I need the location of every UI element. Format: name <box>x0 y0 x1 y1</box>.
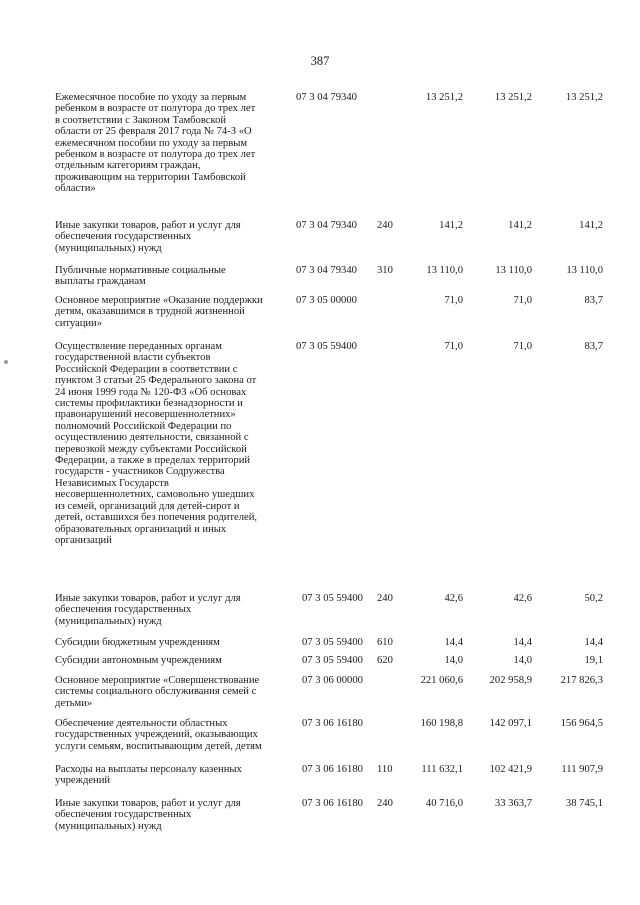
row-value-year-3: 83,7 <box>584 295 603 306</box>
row-value-year-1: 160 198,8 <box>420 718 463 729</box>
row-value-year-3: 13 110,0 <box>566 265 603 276</box>
row-expense-type: 240 <box>377 798 393 809</box>
row-value-year-3: 19,1 <box>584 655 603 666</box>
row-target-code: 07 3 06 16180 <box>302 764 363 775</box>
row-target-code: 07 3 05 59400 <box>296 341 357 352</box>
row-value-year-1: 14,4 <box>444 637 463 648</box>
row-value-year-2: 13 110,0 <box>495 265 532 276</box>
row-target-code: 07 3 04 79340 <box>296 220 357 231</box>
row-value-year-1: 221 060,6 <box>420 675 463 686</box>
row-target-code: 07 3 04 79340 <box>296 265 357 276</box>
row-description: Субсидии бюджетным учреждениям <box>55 637 220 648</box>
row-target-code: 07 3 06 00000 <box>302 675 363 686</box>
row-description: Субсидии автономным учреждениям <box>55 655 222 666</box>
row-description: Иные закупки товаров, работ и услуг для обеспечения государственных (муниципальных) нужд <box>55 798 241 832</box>
row-value-year-2: 33 363,7 <box>494 798 532 809</box>
row-value-year-2: 42,6 <box>513 593 532 604</box>
row-value-year-1: 71,0 <box>444 295 463 306</box>
row-description: Основное мероприятие «Оказание поддержки детям, оказавшимся в трудной жизненной ситуации» <box>55 295 263 329</box>
row-expense-type: 310 <box>377 265 393 276</box>
page-number: 387 <box>310 54 330 68</box>
row-expense-type: 240 <box>377 220 393 231</box>
row-description: Основное мероприятие «Совершенствование системы социального обслуживания семей с детьми» <box>55 675 260 709</box>
row-value-year-2: 71,0 <box>513 295 532 306</box>
row-value-year-3: 83,7 <box>584 341 603 352</box>
row-expense-type: 240 <box>377 593 393 604</box>
row-target-code: 07 3 05 59400 <box>302 655 363 666</box>
row-description: Обеспечение деятельности областных государственных учреждений, оказывающих услуги семьям, воспитывающим детей, детям <box>55 718 262 752</box>
row-value-year-1: 111 632,1 <box>421 764 463 775</box>
row-description: Расходы на выплаты персоналу казенных учреждений <box>55 764 242 787</box>
row-value-year-3: 38 745,1 <box>565 798 603 809</box>
row-description: Иные закупки товаров, работ и услуг для обеспечения государственных (муниципальных) нужд <box>55 220 241 254</box>
row-target-code: 07 3 06 16180 <box>302 798 363 809</box>
row-expense-type: 610 <box>377 637 393 648</box>
row-value-year-1: 14,0 <box>444 655 463 666</box>
row-description: Ежемесячное пособие по уходу за первым ребенком в возрасте от полутора до трех лет в соответствии с Законом Тамбовской области от 25 февраля 2017 года № 74-З «О ежемесячном пособии по уходу за первым ребенком в возрасте от полутора до трех лет отдельным категориям граждан, проживающим на территории Тамбовской области» <box>55 92 256 195</box>
row-expense-type: 620 <box>377 655 393 666</box>
row-value-year-1: 40 716,0 <box>425 798 463 809</box>
row-value-year-3: 141,2 <box>579 220 603 231</box>
row-value-year-2: 14,4 <box>513 637 532 648</box>
row-value-year-2: 142 097,1 <box>489 718 532 729</box>
row-value-year-3: 156 964,5 <box>560 718 603 729</box>
row-description: Осуществление переданных органам государственной власти субъектов Российской Федерации в соответствии с пунктом 3 статьи 25 Федерального закона от 24 июня 1999 года № 120-ФЗ «Об основах системы профилактики безнадзорности и правонарушений несовершеннолетних» полномочий Российской Федерации по осуществлению деятельности, связанной с перевозкой между субъектами Российской Федерации, а также в пределах территорий государств - участников Содружества Независимых Государств несовершеннолетних, самовольно ушедших из семей, организаций для детей-сирот и детей, оставшихся без попечения родителей, образовательных организаций и иных организаций <box>55 341 258 546</box>
row-target-code: 07 3 05 59400 <box>302 637 363 648</box>
row-value-year-3: 50,2 <box>584 593 603 604</box>
row-description: Публичные нормативные социальные выплаты гражданам <box>55 265 226 288</box>
row-value-year-1: 141,2 <box>439 220 463 231</box>
row-value-year-1: 13 110,0 <box>426 265 463 276</box>
row-value-year-3: 14,4 <box>584 637 603 648</box>
row-value-year-3: 217 826,3 <box>560 675 603 686</box>
row-value-year-2: 202 958,9 <box>489 675 532 686</box>
row-description: Иные закупки товаров, работ и услуг для обеспечения государственных (муниципальных) нужд <box>55 593 241 627</box>
row-value-year-2: 14,0 <box>513 655 532 666</box>
row-value-year-1: 13 251,2 <box>425 92 463 103</box>
row-value-year-2: 102 421,9 <box>489 764 532 775</box>
row-value-year-3: 111 907,9 <box>561 764 603 775</box>
row-target-code: 07 3 05 59400 <box>302 593 363 604</box>
row-value-year-2: 71,0 <box>513 341 532 352</box>
row-value-year-3: 13 251,2 <box>565 92 603 103</box>
row-value-year-1: 71,0 <box>444 341 463 352</box>
row-value-year-1: 42,6 <box>444 593 463 604</box>
row-expense-type: 110 <box>377 764 393 775</box>
scan-speck <box>4 360 8 364</box>
row-target-code: 07 3 04 79340 <box>296 92 357 103</box>
row-target-code: 07 3 06 16180 <box>302 718 363 729</box>
row-value-year-2: 13 251,2 <box>494 92 532 103</box>
row-value-year-2: 141,2 <box>508 220 532 231</box>
row-target-code: 07 3 05 00000 <box>296 295 357 306</box>
